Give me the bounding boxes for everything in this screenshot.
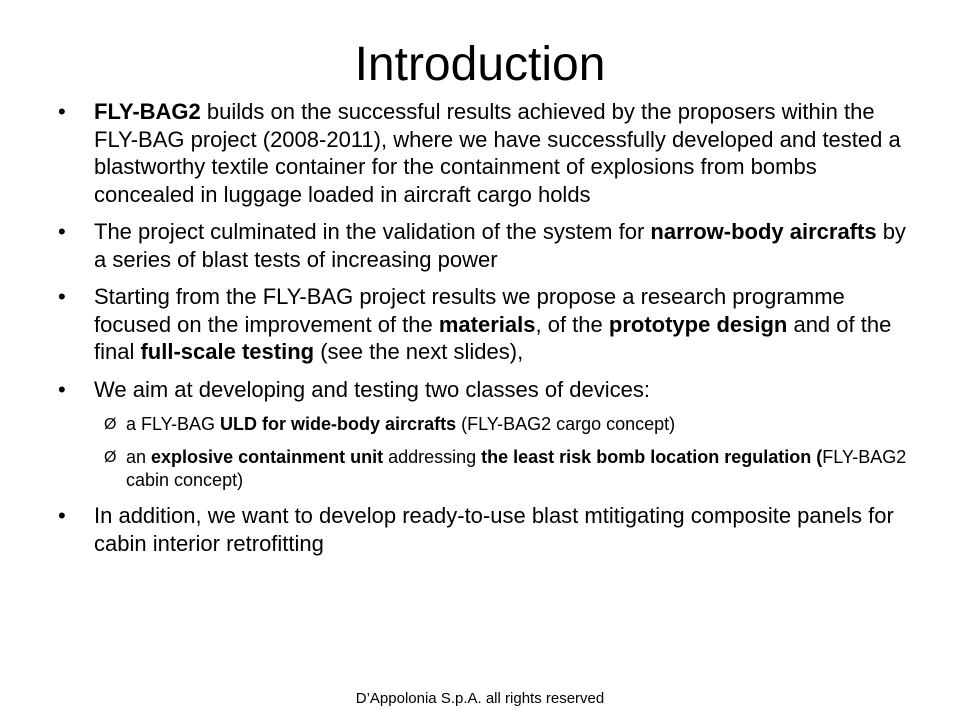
sub-bullet-item (56, 446, 916, 492)
bullet-dot-icon: • (58, 284, 66, 309)
bold-text: explosive containment unit (151, 447, 384, 467)
bullet-list (56, 98, 916, 567)
text-run: FLY-BAG2 cabin concept) (126, 447, 907, 490)
bullet-item (56, 502, 916, 557)
text-run: an (126, 447, 152, 467)
text-run: The project culminated in the validation of the system for (94, 219, 651, 244)
slide-title: Introduction (354, 38, 606, 91)
bold-text: ULD for wide-body aircrafts (220, 414, 457, 434)
bullet-item (56, 376, 916, 404)
text-run: (see the next slides), (314, 339, 524, 364)
bold-text: full-scale testing (140, 339, 315, 364)
text-run: and of the final (94, 311, 892, 364)
arrow-bullet-icon: Ø (104, 449, 117, 466)
text-run: a FLY-BAG (126, 414, 221, 434)
text-run: builds on the successful results achieved by the proposers within the FLY-BAG project (2008-2011), where we have successfully developed and tested a blastworthy textile container for the containment of explosions from bombs concealed in luggage loaded in aircraft cargo holds (94, 99, 901, 207)
bold-text: the least risk bomb location regulation ( (481, 447, 823, 467)
bullet-dot-icon: • (58, 376, 66, 402)
bullet-item (56, 218, 916, 273)
text-run: addressing (383, 447, 482, 467)
text-run: by a series of blast tests of increasing power (94, 219, 906, 272)
text-run: (FLY-BAG2 cargo concept) (456, 414, 676, 434)
bold-text: narrow-body aircrafts (650, 219, 877, 244)
bullet-dot-icon: • (58, 503, 66, 528)
text-run: , of the (535, 311, 609, 337)
bullet-dot-icon: • (58, 219, 66, 244)
text-run: Starting from the FLY-BAG project results we propose a research programme focused on the improvement of the (94, 284, 845, 337)
bullet-dot-icon: • (58, 99, 66, 124)
bold-text: materials (438, 311, 536, 337)
bold-text: prototype design (608, 311, 788, 337)
footer-copyright: D’Appolonia S.p.A. all rights reserved (355, 690, 605, 707)
arrow-bullet-icon: Ø (104, 416, 117, 433)
text-run: We aim at developing and testing two classes of devices: (94, 376, 651, 402)
bullet-item (56, 283, 916, 366)
bold-text: FLY-BAG2 (94, 99, 201, 124)
bullet-item (56, 98, 916, 208)
text-run: In addition, we want to develop ready-to-use blast mtitigating composite panels for cabin interior retrofitting (94, 503, 894, 556)
sub-bullet-item (56, 413, 916, 436)
